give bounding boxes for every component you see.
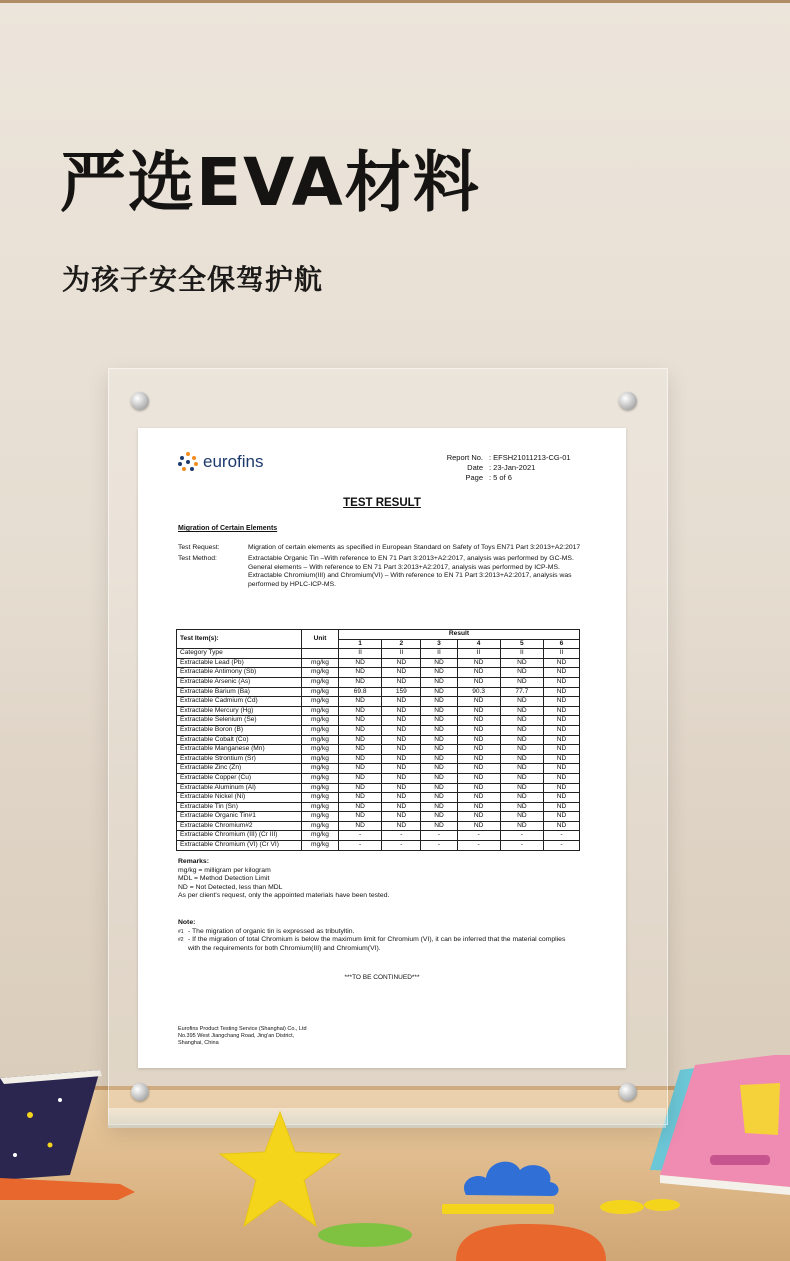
cell-unit: mg/kg: [302, 764, 339, 774]
cell-result: ND: [339, 716, 382, 726]
cell-result: ND: [339, 764, 382, 774]
test-report-document: [138, 428, 626, 1068]
note-mark: #1: [178, 928, 184, 935]
cell-result: ND: [339, 735, 382, 745]
cell-result: ND: [421, 706, 457, 716]
cell-result: ND: [500, 754, 543, 764]
cell-result: ND: [421, 745, 457, 755]
lab-address: [178, 1026, 307, 1047]
cell-result: ND: [543, 793, 579, 803]
note-line: [178, 928, 578, 937]
cell-result: II: [500, 649, 543, 659]
note-line: [178, 936, 578, 953]
cell-item: Extractable Cadmium (Cd): [177, 697, 302, 707]
cell-result: -: [500, 831, 543, 841]
cell-item: Extractable Aluminum (Al): [177, 783, 302, 793]
table-row: [177, 668, 580, 678]
cell-result: ND: [421, 754, 457, 764]
frame-screw-top-left: [131, 392, 149, 410]
table-row: [177, 658, 580, 668]
remarks-title: Remarks:: [178, 858, 209, 865]
cell-result: ND: [457, 658, 500, 668]
cell-result: ND: [500, 668, 543, 678]
cell-result: ND: [421, 783, 457, 793]
cell-result: -: [339, 841, 382, 851]
cell-result: ND: [382, 802, 421, 812]
cell-unit: mg/kg: [302, 745, 339, 755]
col-header-sample: 2: [382, 639, 421, 649]
cell-unit: mg/kg: [302, 802, 339, 812]
cell-item: Extractable Cobalt (Co): [177, 735, 302, 745]
report-meta: [428, 453, 571, 483]
cell-result: ND: [339, 697, 382, 707]
cell-result: ND: [339, 773, 382, 783]
cell-result: -: [421, 841, 457, 851]
cell-item: Extractable Arsenic (As): [177, 677, 302, 687]
col-header-result: Result: [339, 630, 580, 640]
cell-result: -: [382, 831, 421, 841]
top-accent-line: [0, 0, 790, 3]
cell-result: ND: [382, 754, 421, 764]
cell-result: ND: [421, 821, 457, 831]
report-meta-key: Page: [465, 473, 483, 482]
cell-item: Extractable Zinc (Zn): [177, 764, 302, 774]
col-header-sample: 6: [543, 639, 579, 649]
cell-item: Extractable Chromium (VI) (Cr VI): [177, 841, 302, 851]
cell-item: Extractable Mercury (Hg): [177, 706, 302, 716]
test-request-label: Test Request:: [178, 544, 220, 551]
table-row: [177, 754, 580, 764]
report-meta-row: [428, 463, 571, 473]
cell-unit: mg/kg: [302, 793, 339, 803]
cell-unit: mg/kg: [302, 677, 339, 687]
cell-unit: mg/kg: [302, 783, 339, 793]
cell-result: ND: [457, 793, 500, 803]
cell-result: ND: [339, 783, 382, 793]
cell-result: II: [457, 649, 500, 659]
cell-result: ND: [457, 754, 500, 764]
cell-result: ND: [457, 735, 500, 745]
cell-result: ND: [457, 668, 500, 678]
cell-result: II: [421, 649, 457, 659]
cell-result: -: [543, 841, 579, 851]
cell-result: ND: [543, 754, 579, 764]
cell-result: ND: [382, 668, 421, 678]
table-row: [177, 649, 580, 659]
cell-result: -: [339, 831, 382, 841]
test-method-text-1: Extractable Organic Tin –With reference to EN 71 Part 3:2013+A2:2017, analysis was performed by GC-MS.: [248, 555, 574, 563]
cell-item: Extractable Strontium (Sr): [177, 754, 302, 764]
cell-result: ND: [543, 687, 579, 697]
cell-result: ND: [421, 802, 457, 812]
cell-result: ND: [421, 658, 457, 668]
table-row: [177, 821, 580, 831]
cell-result: ND: [339, 677, 382, 687]
cell-item: Extractable Tin (Sn): [177, 802, 302, 812]
cell-result: ND: [382, 658, 421, 668]
table-row: [177, 697, 580, 707]
cell-item: Extractable Boron (B): [177, 725, 302, 735]
cell-result: -: [457, 841, 500, 851]
col-header-item: Test Item(s):: [177, 630, 302, 649]
cell-unit: mg/kg: [302, 697, 339, 707]
section-title: Migration of Certain Elements: [178, 525, 278, 532]
cell-result: ND: [457, 812, 500, 822]
cell-result: ND: [421, 677, 457, 687]
cell-result: ND: [382, 716, 421, 726]
cell-result: ND: [543, 725, 579, 735]
cell-unit: mg/kg: [302, 658, 339, 668]
cell-result: ND: [543, 764, 579, 774]
cell-result: ND: [543, 821, 579, 831]
cell-result: 77.7: [500, 687, 543, 697]
cell-result: ND: [543, 697, 579, 707]
cell-result: ND: [421, 735, 457, 745]
test-request-block: [178, 544, 588, 592]
cell-unit: mg/kg: [302, 841, 339, 851]
cell-result: ND: [543, 773, 579, 783]
cell-result: -: [543, 831, 579, 841]
cell-item: Extractable Nickel (Ni): [177, 793, 302, 803]
cell-result: ND: [421, 773, 457, 783]
cell-result: ND: [339, 668, 382, 678]
cell-result: ND: [421, 716, 457, 726]
orange-felt-shape: [446, 1222, 616, 1261]
cell-result: ND: [500, 773, 543, 783]
cell-result: ND: [382, 821, 421, 831]
table-row: [177, 735, 580, 745]
table-row: [177, 745, 580, 755]
cell-unit: mg/kg: [302, 668, 339, 678]
cell-result: II: [339, 649, 382, 659]
address-line: No.395 West Jiangchang Road, Jing'an District,: [178, 1033, 295, 1039]
remark-line: MDL = Method Detection Limit: [178, 875, 270, 883]
cell-result: -: [421, 831, 457, 841]
cell-result: ND: [421, 764, 457, 774]
table-row: [177, 706, 580, 716]
table-row: [177, 793, 580, 803]
cell-result: ND: [500, 706, 543, 716]
col-header-unit: Unit: [302, 630, 339, 649]
cell-result: ND: [543, 802, 579, 812]
remark-line: mg/kg = milligram per kilogram: [178, 866, 271, 874]
cell-unit: mg/kg: [302, 754, 339, 764]
table-row: [177, 773, 580, 783]
cell-result: ND: [500, 677, 543, 687]
cell-result: ND: [339, 812, 382, 822]
table-row: [177, 802, 580, 812]
note-mark: #2: [178, 937, 184, 944]
table-row: [177, 783, 580, 793]
report-meta-key: Report No.: [446, 453, 483, 462]
cell-result: ND: [339, 725, 382, 735]
cell-result: ND: [500, 745, 543, 755]
cell-result: ND: [382, 745, 421, 755]
test-request-text: Migration of certain elements as specified in European Standard on Safety of Toys EN71 Part 3:2013+A2:2017: [248, 544, 581, 551]
cell-result: ND: [500, 783, 543, 793]
eurofins-logo-icon: [178, 452, 198, 472]
cell-result: ND: [382, 783, 421, 793]
cell-result: ND: [339, 793, 382, 803]
cell-unit: mg/kg: [302, 716, 339, 726]
cell-result: ND: [543, 745, 579, 755]
cell-result: ND: [457, 706, 500, 716]
table-row: [177, 831, 580, 841]
cell-item: Extractable Chromium (III) (Cr III): [177, 831, 302, 841]
cell-unit: mg/kg: [302, 821, 339, 831]
table-row: [177, 841, 580, 851]
remarks-block: [178, 858, 389, 901]
cell-result: ND: [339, 802, 382, 812]
cell-item: Extractable Chromium#2: [177, 821, 302, 831]
cell-result: ND: [457, 773, 500, 783]
report-meta-row: [428, 453, 571, 463]
cell-item: Category Type: [177, 649, 302, 659]
cell-result: ND: [382, 764, 421, 774]
orange-felt-rocket: [0, 1170, 140, 1210]
cell-unit: mg/kg: [302, 773, 339, 783]
cell-result: ND: [457, 821, 500, 831]
logo-text: eurofins: [203, 452, 264, 471]
cell-unit: mg/kg: [302, 831, 339, 841]
cell-result: ND: [500, 812, 543, 822]
cell-result: ND: [339, 745, 382, 755]
cell-result: ND: [500, 793, 543, 803]
cell-result: -: [382, 841, 421, 851]
cell-result: ND: [457, 677, 500, 687]
remark-line: As per client's request, only the appointed materials have been tested.: [178, 892, 390, 900]
cell-result: ND: [339, 754, 382, 764]
report-meta-key: Date: [467, 463, 483, 472]
cell-result: II: [382, 649, 421, 659]
cell-result: ND: [382, 735, 421, 745]
cell-item: Extractable Lead (Pb): [177, 658, 302, 668]
note-text: - If the migration of total Chromium is below the maximum limit for Chromium (VI), it can be inferred that the material complies with the requirements for both Chromium(III) and Chromium(VI).: [188, 936, 566, 952]
cell-result: ND: [457, 764, 500, 774]
cell-result: ND: [382, 706, 421, 716]
cell-unit: mg/kg: [302, 812, 339, 822]
blue-cloud: [458, 1150, 563, 1200]
cell-result: ND: [457, 716, 500, 726]
col-header-sample: 1: [339, 639, 382, 649]
acrylic-frame-base: [108, 1108, 666, 1128]
cell-unit: [302, 649, 339, 659]
cell-result: II: [543, 649, 579, 659]
address-line: Shanghai, China: [178, 1040, 219, 1046]
cell-result: ND: [457, 697, 500, 707]
remark-line: ND = Not Detected, less than MDL: [178, 883, 283, 891]
space-board-left: [0, 1070, 110, 1180]
frame-screw-bottom-right: [619, 1083, 637, 1101]
notes-block: [178, 919, 578, 953]
cell-item: Extractable Organic Tin#1: [177, 812, 302, 822]
cell-result: ND: [543, 677, 579, 687]
cell-result: ND: [421, 725, 457, 735]
cell-result: ND: [339, 658, 382, 668]
cell-result: ND: [543, 658, 579, 668]
table-row: [177, 812, 580, 822]
results-table: [176, 629, 580, 851]
cell-item: Extractable Antimony (Sb): [177, 668, 302, 678]
cell-result: ND: [500, 764, 543, 774]
test-method-text-2: General elements – With reference to EN 71 Part 3:2013+A2:2017, analysis was performed by ICP-MS.: [248, 563, 560, 571]
cell-result: 69.8: [339, 687, 382, 697]
cell-item: Extractable Selenium (Se): [177, 716, 302, 726]
cell-unit: mg/kg: [302, 735, 339, 745]
cell-unit: mg/kg: [302, 706, 339, 716]
cell-result: -: [457, 831, 500, 841]
note-text: - The migration of organic tin is expressed as tributyltin.: [188, 927, 355, 935]
yellow-star: [218, 1110, 343, 1230]
cell-result: ND: [382, 725, 421, 735]
cell-result: 90.3: [457, 687, 500, 697]
cell-result: ND: [543, 783, 579, 793]
cell-item: Extractable Copper (Cu): [177, 773, 302, 783]
col-header-sample: 5: [500, 639, 543, 649]
table-row: [177, 687, 580, 697]
cell-result: ND: [500, 697, 543, 707]
yellow-felt-circles: [598, 1195, 688, 1220]
cell-result: ND: [457, 802, 500, 812]
report-heading: TEST RESULT: [343, 497, 421, 509]
cell-result: ND: [421, 687, 457, 697]
yellow-felt-strip: [440, 1200, 560, 1220]
table-row: [177, 764, 580, 774]
cell-unit: mg/kg: [302, 725, 339, 735]
cell-result: ND: [500, 802, 543, 812]
green-felt-circle: [315, 1220, 415, 1250]
cell-item: Extractable Manganese (Mn): [177, 745, 302, 755]
cell-unit: mg/kg: [302, 687, 339, 697]
cell-result: ND: [382, 773, 421, 783]
cell-result: ND: [543, 668, 579, 678]
cell-item: Extractable Barium (Ba): [177, 687, 302, 697]
pink-board-right: [650, 1055, 790, 1200]
note-title: Note:: [178, 919, 196, 926]
eurofins-logo: [178, 452, 263, 472]
frame-screw-bottom-left: [131, 1083, 149, 1101]
report-meta-value: : 23-Jan-2021: [489, 463, 536, 472]
cell-result: ND: [500, 716, 543, 726]
cell-result: -: [500, 841, 543, 851]
col-header-sample: 4: [457, 639, 500, 649]
report-meta-row: [428, 473, 571, 483]
page-title: 严选EVA材料: [60, 144, 481, 221]
cell-result: ND: [339, 706, 382, 716]
cell-result: ND: [500, 735, 543, 745]
col-header-sample: 3: [421, 639, 457, 649]
report-meta-value: : 5 of 6: [489, 473, 512, 482]
cell-result: ND: [421, 812, 457, 822]
cell-result: ND: [421, 793, 457, 803]
cell-result: ND: [382, 677, 421, 687]
table-row: [177, 716, 580, 726]
cell-result: ND: [457, 745, 500, 755]
cell-result: ND: [500, 725, 543, 735]
table-row: [177, 677, 580, 687]
to-be-continued: ***TO BE CONTINUED***: [344, 974, 420, 981]
cell-result: ND: [382, 793, 421, 803]
cell-result: ND: [543, 716, 579, 726]
test-method-label: Test Method:: [178, 555, 217, 563]
cell-result: ND: [421, 668, 457, 678]
address-line: Eurofins Product Testing Service (Shanghai) Co., Ltd: [178, 1026, 307, 1032]
frame-screw-top-right: [619, 392, 637, 410]
test-method-text-3: Extractable Chromium(III) and Chromium(VI) – With reference to EN 71 Part 3:2013+A2:2017, analysis was performed by HPLC-ICP-MS.: [248, 572, 572, 588]
cell-result: ND: [421, 697, 457, 707]
report-meta-value: : EFSH21011213-CG-01: [489, 453, 571, 462]
cell-result: ND: [457, 783, 500, 793]
table-row: [177, 725, 580, 735]
cell-result: ND: [339, 821, 382, 831]
cell-result: ND: [543, 706, 579, 716]
cell-result: ND: [543, 735, 579, 745]
page-subtitle: 为孩子安全保驾护航: [62, 263, 324, 296]
cell-result: ND: [382, 812, 421, 822]
cell-result: ND: [500, 821, 543, 831]
cell-result: ND: [382, 697, 421, 707]
cell-result: ND: [543, 812, 579, 822]
cell-result: ND: [500, 658, 543, 668]
cell-result: 159: [382, 687, 421, 697]
cell-result: ND: [457, 725, 500, 735]
